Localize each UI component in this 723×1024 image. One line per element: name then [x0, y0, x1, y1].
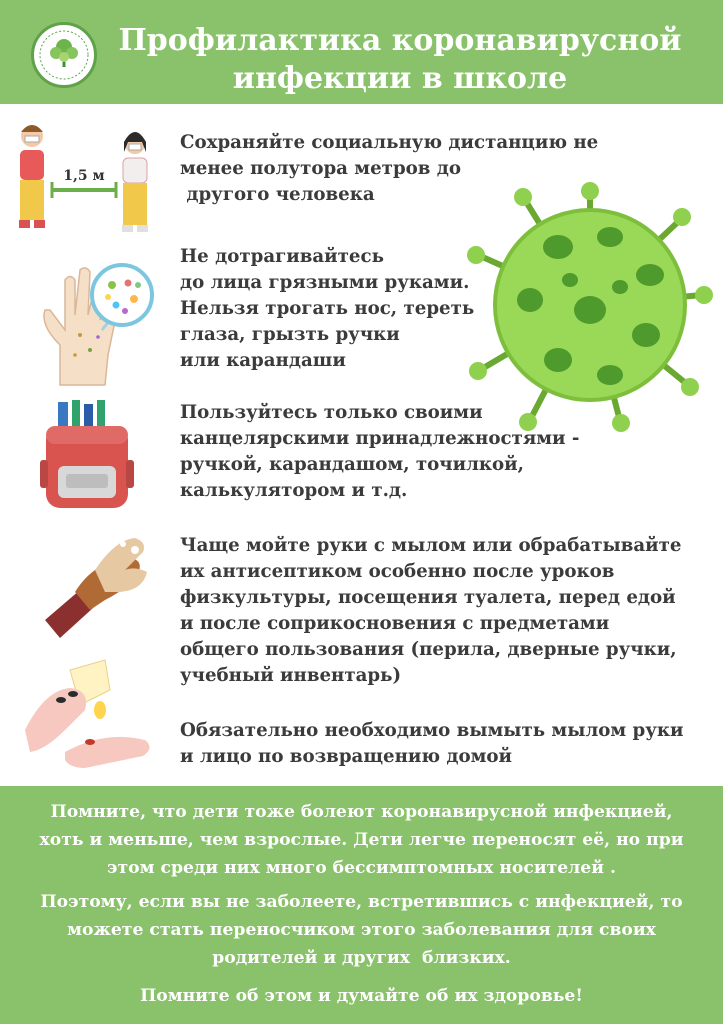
- tip-line: Не дотрагивайтесь: [180, 246, 384, 267]
- tip-line: физкультуры, посещения туалета, перед едой: [180, 587, 676, 608]
- tip-line: и после соприкосновения с предметами: [180, 613, 610, 634]
- footer-line: родителей и других близких.: [212, 948, 511, 968]
- footer-closing: Помните об этом и думайте об их здоровье!: [140, 986, 583, 1006]
- tip-line: Нельзя трогать нос, тереть: [180, 298, 475, 319]
- tip-line: менее полутора метров до: [180, 158, 462, 179]
- tip-line: глаза, грызть ручки: [180, 324, 400, 345]
- title-line: Профилактика коронавирусной: [118, 23, 682, 58]
- tip-line: Чаще мойте руки с мылом или обрабатывайте: [180, 535, 682, 556]
- tip-line: общего пользования (перила, дверные ручки,: [180, 639, 677, 660]
- tip-line: Обязательно необходимо вымыть мылом руки: [180, 720, 684, 741]
- tip-line: учебный инвентарь): [180, 665, 402, 686]
- school-logo: [31, 22, 97, 88]
- tip-no-touch-face: [180, 244, 474, 374]
- tip-social-distance: [180, 130, 598, 208]
- header-banner: [0, 0, 723, 104]
- coronavirus-illustration: [470, 175, 710, 435]
- tip-line: другого человека: [180, 184, 375, 205]
- tip-line: Сохраняйте социальную дистанцию не: [180, 132, 599, 153]
- footer-line: Помните, что дети тоже болеют коронавирусной инфекцией,: [50, 802, 673, 822]
- title-line: инфекции в школе: [232, 61, 568, 96]
- tip-line: или карандаши: [180, 350, 346, 371]
- tip-wash-at-home: [180, 718, 684, 770]
- distance-label: 1,5 м: [63, 168, 105, 184]
- footer-paragraph-2: [8, 888, 715, 972]
- tip-line: их антисептиком особенно после уроков: [180, 561, 615, 582]
- backpack-illustration: [40, 400, 135, 510]
- footer-line: хоть и меньше, чем взрослые. Дети легче переносят её, но при: [39, 830, 684, 850]
- dirty-hand-illustration: [30, 255, 150, 395]
- tip-wash-hands: [180, 533, 681, 689]
- sanitizer-hands-illustration: [25, 660, 160, 775]
- footer-line: можете стать переносчиком этого заболевания для своих: [67, 920, 656, 940]
- tip-line: ручкой, карандашом, точилкой,: [180, 454, 524, 475]
- page-title: [100, 22, 700, 98]
- footer-line: этом среди них много бессимптомных носителей .: [107, 858, 616, 878]
- tip-line: калькулятором и т.д.: [180, 480, 408, 501]
- washing-hands-illustration: [35, 530, 155, 650]
- tip-line: до лица грязными руками.: [180, 272, 470, 293]
- social-distance-illustration: [10, 118, 160, 243]
- tip-line: канцелярскими принадлежностями -: [180, 428, 580, 449]
- tip-line: Пользуйтесь только своими: [180, 402, 483, 423]
- footer-paragraph-1: [8, 798, 715, 882]
- footer-line: Поэтому, если вы не заболеете, встретившись с инфекцией, то: [40, 892, 683, 912]
- footer-banner: [0, 786, 723, 1024]
- tip-line: и лицо по возвращению домой: [180, 746, 513, 767]
- tip-own-stationery: [180, 400, 579, 504]
